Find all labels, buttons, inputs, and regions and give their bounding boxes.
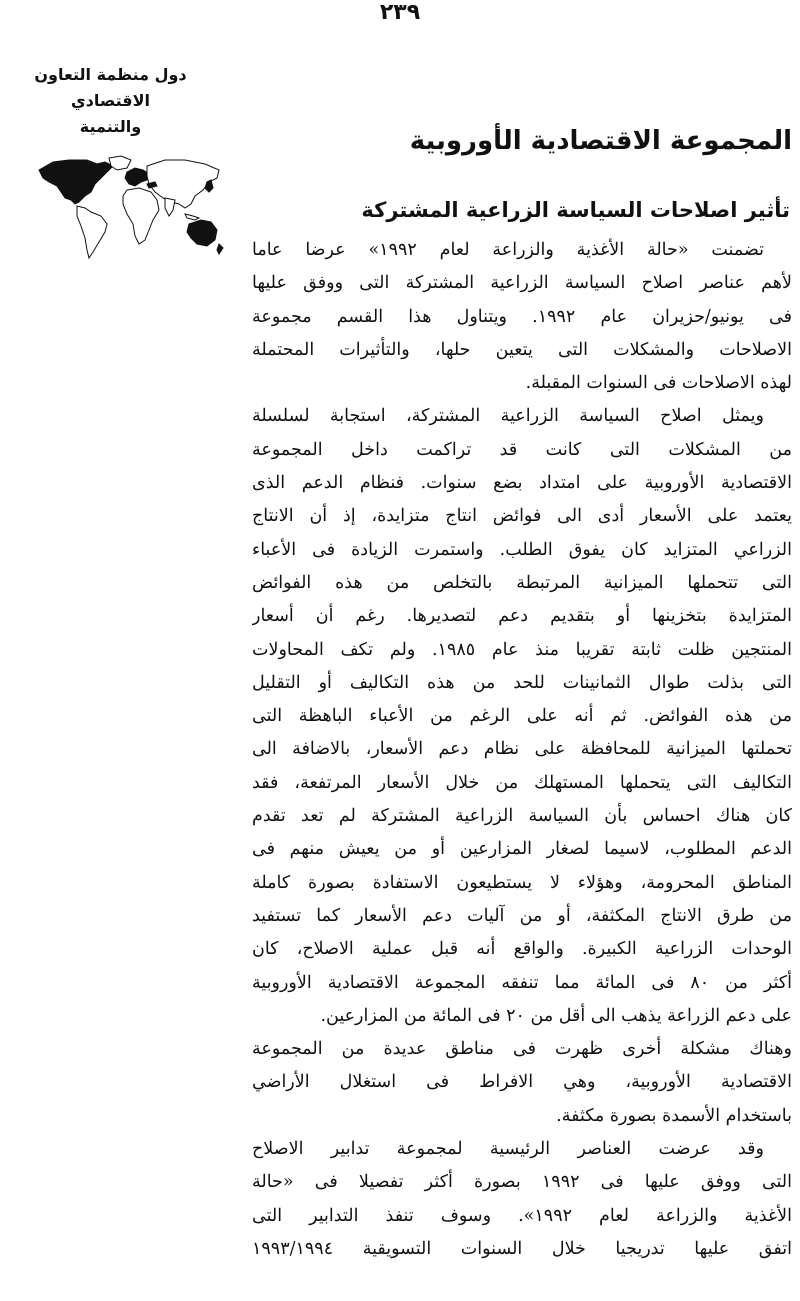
body-line: الزراعي المتزايد كان يفوق الطلب. واستمرت الزيادة فى الأعباء: [252, 539, 792, 560]
body-line: كان هناك احساس بأن السياسة الزراعية المشتركة لم تعد تقدم: [252, 806, 792, 827]
body-line: أكثر من ٨٠ فى المائة مما تنفقه المجموعة الاقتصادية الأوروبية: [252, 972, 792, 993]
body-line: المتزايدة بتخزينها أو بتقديم دعم لتصديرها. رغم أن أسعار: [252, 606, 792, 627]
body-line: التى ووفق عليها فى ١٩٩٢ بصورة أكثر تفصيلا فى «حالة: [252, 1172, 792, 1193]
sidebar-title-line2: والتنمية: [79, 117, 142, 136]
page-number: ٢٣٩: [379, 0, 421, 25]
north-america-shape: [39, 160, 113, 204]
body-line: الأغذية والزراعة لعام ١٩٩٢». وسوف تنفذ التدابير التى: [252, 1205, 792, 1226]
body-text: [252, 234, 792, 1266]
body-line: الوحدات الزراعية الكبيرة. والواقع أنه قبل عملية الاصلاح، كان: [252, 939, 792, 960]
body-line: المناطق المحرومة، وهؤلاء لا يستطيعون الاستفادة بصورة كاملة: [252, 872, 792, 893]
body-line: الدعم المطلوب، لاسيما لصغار المزارعين أو من يعيش منهم فى: [252, 839, 792, 860]
africa-shape: [123, 188, 159, 244]
world-map-icon: [35, 152, 225, 262]
body-line: الاصلاحات والمشكلات التى يتعين حلها، والتأثيرات المحتملة: [252, 339, 792, 360]
sidebar-title: [0, 62, 225, 140]
body-line: فى يونيو/حزيران عام ١٩٩٢. ويتناول هذا القسم مجموعة: [252, 306, 792, 327]
body-line: يعتمد على الأسعار أدى الى فوائض انتاج متزايدة، إذ أن الانتاج: [252, 506, 792, 527]
body-line: من المشكلات التى كانت قد تراكمت داخل المجموعة: [252, 439, 792, 460]
india-shape: [165, 198, 175, 216]
body-line: من هذه الفوائض. ثم أنه على الرغم من الأعباء الباهظة التى: [252, 706, 792, 727]
australia-shape: [187, 220, 217, 246]
body-line: ويمثل اصلاح السياسة الزراعية المشتركة، استجابة لسلسلة: [252, 406, 764, 427]
body-line: التى تتحملها الميزانية المرتبطة بالتخلص من هذه الفوائض: [252, 572, 792, 593]
section-title: تأثير اصلاحات السياسة الزراعية المشتركة: [361, 198, 790, 222]
body-line: تضمنت «حالة الأغذية والزراعة لعام ١٩٩٢» عرضا عاما: [252, 240, 765, 260]
body-line: من طرق الانتاج المكثفة، أو من آليات دعم الأسعار كما تستفيد: [252, 905, 792, 926]
body-line: وهناك مشكلة أخرى ظهرت فى مناطق عديدة من المجموعة: [252, 1039, 792, 1060]
body-line: اتفق عليها تدريجيا خلال السنوات التسويقية ١٩٩٣/١٩٩٤: [252, 1238, 792, 1259]
europe-shape: [125, 168, 149, 186]
indonesia-shape: [185, 214, 199, 220]
body-line: التى بذلت طوال الثمانينات للحد من هذه التكاليف أو التقليل: [252, 672, 792, 693]
body-line: على دعم الزراعة يذهب الى أقل من ٢٠ فى المائة من المزارعين.: [320, 1005, 792, 1026]
new-zealand-shape: [217, 244, 223, 254]
body-line: لأهم عناصر اصلاح السياسة الزراعية المشتركة التى ووفق عليها: [252, 273, 792, 294]
body-line: التكاليف التى يتحملها المستهلك من خلال الأسعار المرتفعة، فقد: [252, 772, 792, 793]
sidebar-title-line1: دول منظمة التعاون الاقتصادي: [34, 65, 187, 110]
body-line: الاقتصادية الأوروبية على امتداد بضع سنوات. فنظام الدعم الذى: [252, 473, 792, 494]
chapter-title: المجموعة الاقتصادية الأوروبية: [409, 126, 792, 156]
body-line: لهذه الاصلاحات فى السنوات المقبلة.: [525, 373, 792, 394]
greenland-shape: [109, 156, 131, 170]
body-line: تحملتها الميزانية للمحافظة على نظام دعم الأسعار، بالاضافة الى: [252, 739, 792, 760]
body-line: المنتجين ظلت ثابتة تقريبا منذ عام ١٩٨٥. ولم تكف المحاولات: [252, 639, 792, 660]
body-line: باستخدام الأسمدة بصورة مكثفة.: [556, 1105, 792, 1126]
sidebar: [0, 62, 225, 262]
south-america-shape: [77, 206, 107, 258]
body-line: وقد عرضت العناصر الرئيسية لمجموعة تدابير الاصلاح: [252, 1139, 764, 1160]
body-line: الاقتصادية الأوروبية، وهي الافراط فى استغلال الأراضي: [252, 1072, 792, 1093]
